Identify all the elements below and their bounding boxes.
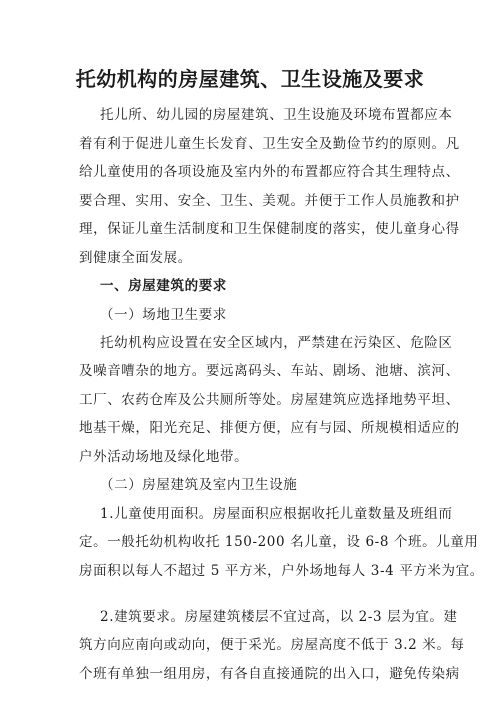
paragraph-line: 托幼机构应设置在安全区域内，严禁建在污染区、危险区 [100, 335, 453, 351]
paragraph-line: 个班有单独一组用房，有各自直接通院的出入口，避免传染病 [79, 666, 460, 682]
paragraph-line: 托儿所、幼儿园的房屋建筑、卫生设施及环境布置都应本 [100, 107, 453, 123]
paragraph-line: 2.建筑要求。房屋建筑楼层不宜过高，以 2-3 层为宜。建 [100, 609, 458, 625]
subsection-heading: （一）场地卫生要求 [100, 307, 227, 323]
paragraph-line: 地基干燥，阳光充足、排便方便，应有与园、所规模相适应的 [79, 420, 460, 436]
paragraph-line: 着有利于促进儿童生长发育、卫生安全及勤俭节约的原则。凡 [79, 136, 460, 152]
paragraph-line: 1.儿童使用面积。房屋面积应根据收托儿童数量及班组而 [100, 506, 453, 522]
paragraph-line: 要合理、实用、安全、卫生、美观。并便于工作人员施教和护 [79, 193, 460, 209]
paragraph-line: 筑方向应南向或动向，便于采光。房屋高度不低于 3.2 米。每 [79, 637, 465, 653]
paragraph-line: 到健康全面发展。 [79, 250, 192, 266]
paragraph-line: 定。一般托幼机构收托 150-200 名儿童，设 6-8 个班。儿童用 [79, 534, 479, 550]
subsection-heading: （二）房屋建筑及室内卫生设施 [100, 477, 298, 493]
document-title: 托幼机构的房屋建筑、卫生设施及要求 [75, 67, 425, 91]
paragraph-line: 户外活动场地及绿化地带。 [79, 449, 249, 465]
paragraph-line: 给儿童使用的各项设施及室内外的布置都应符合其生理特点、 [79, 164, 460, 180]
paragraph-line: 房面积以每人不超过 5 平方米，户外场地每人 3-4 平方米为宜。 [79, 563, 484, 579]
paragraph-line: 工厂、农药仓库及公共厕所等处。房屋建筑应选择地势平坦、 [79, 392, 460, 408]
section-heading: 一、房屋建筑的要求 [100, 278, 227, 294]
paragraph-line: 理，保证儿童生活制度和卫生保健制度的落实，使儿童身心得 [79, 221, 460, 237]
paragraph-line: 及噪音嘈杂的地方。要远离码头、车站、剧场、池塘、滨河、 [79, 363, 460, 379]
